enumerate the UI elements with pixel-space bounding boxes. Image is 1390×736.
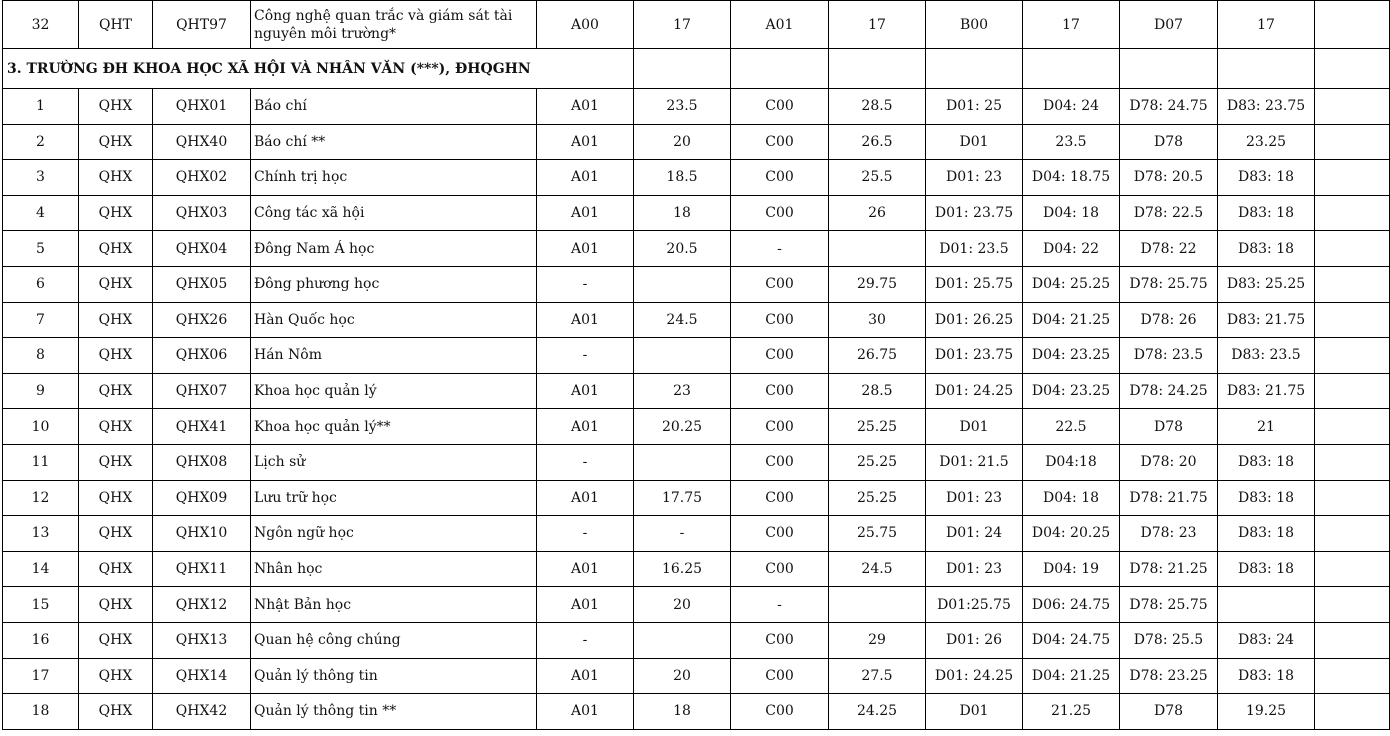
cell-score-3: D04: 25.25	[1023, 266, 1120, 302]
cell-major-name: Lưu trữ học	[251, 480, 537, 516]
table-row	[3, 409, 1390, 445]
cell-score-3: 17	[1023, 1, 1120, 49]
cell-empty	[1315, 373, 1390, 409]
cell-major-code: QHX04	[153, 231, 251, 267]
cell-block-3: D01: 25	[926, 89, 1023, 125]
cell-score-3: 22.5	[1023, 409, 1120, 445]
table-row	[3, 516, 1390, 552]
table-row	[3, 195, 1390, 231]
cell-major-name: Báo chí **	[251, 124, 537, 160]
cell-block-4: D78: 21.25	[1120, 551, 1218, 587]
cell-score-2: 25.5	[829, 160, 926, 196]
cell-school-code: QHX	[79, 231, 153, 267]
cell-score-1	[634, 266, 731, 302]
cell-block-1: A01	[537, 694, 634, 730]
cell-block-4: D07	[1120, 1, 1218, 49]
cell-block-1: -	[537, 266, 634, 302]
cell-empty	[1315, 480, 1390, 516]
cell-major-name: Quản lý thông tin **	[251, 694, 537, 730]
cell-score-2: 25.25	[829, 444, 926, 480]
cell-block-3: D01: 23.75	[926, 338, 1023, 374]
cell-stt: 4	[3, 195, 79, 231]
cell-block-3: D01: 25.75	[926, 266, 1023, 302]
cell-block-2: A01	[731, 1, 829, 49]
cell-empty	[1315, 160, 1390, 196]
cell-school-code: QHX	[79, 587, 153, 623]
cell-empty	[634, 49, 731, 89]
cell-empty	[926, 49, 1023, 89]
cell-stt: 32	[3, 1, 79, 49]
cell-block-3: D01:25.75	[926, 587, 1023, 623]
cell-major-code: QHX42	[153, 694, 251, 730]
cell-score-1: 20	[634, 658, 731, 694]
cell-stt: 7	[3, 302, 79, 338]
cell-block-1: A00	[537, 1, 634, 49]
cell-score-1: 20	[634, 124, 731, 160]
cell-score-2: 27.5	[829, 658, 926, 694]
cell-block-1: A01	[537, 480, 634, 516]
cell-score-4: 23.25	[1218, 124, 1315, 160]
cell-major-name: Công nghệ quan trắc và giám sát tài nguyên môi trường*	[251, 1, 537, 49]
cell-empty	[1315, 302, 1390, 338]
cell-score-3: D04: 24.75	[1023, 622, 1120, 658]
section-title: 3. TRƯỜNG ĐH KHOA HỌC XÃ HỘI VÀ NHÂN VĂN (***), ĐHQGHN	[3, 49, 634, 89]
cell-score-4: 17	[1218, 1, 1315, 49]
cell-block-3: D01: 23	[926, 480, 1023, 516]
cell-score-1: 18.5	[634, 160, 731, 196]
cell-block-4: D78: 24.75	[1120, 89, 1218, 125]
table-row	[3, 160, 1390, 196]
cell-block-3: D01: 24.25	[926, 373, 1023, 409]
cell-score-1: 23.5	[634, 89, 731, 125]
cell-major-code: QHX11	[153, 551, 251, 587]
cell-score-2: 17	[829, 1, 926, 49]
cell-block-1: A01	[537, 587, 634, 623]
cell-block-2: C00	[731, 444, 829, 480]
cell-score-2: 29	[829, 622, 926, 658]
cell-score-4: D83: 23.5	[1218, 338, 1315, 374]
cell-block-4: D78: 22	[1120, 231, 1218, 267]
cell-major-code: QHX40	[153, 124, 251, 160]
cell-empty	[1315, 516, 1390, 552]
cell-school-code: QHX	[79, 516, 153, 552]
cell-score-4: 21	[1218, 409, 1315, 445]
cell-block-1: A01	[537, 302, 634, 338]
table-row	[3, 480, 1390, 516]
cell-major-code: QHX13	[153, 622, 251, 658]
cell-major-code: QHX01	[153, 89, 251, 125]
cell-stt: 9	[3, 373, 79, 409]
cell-block-1: A01	[537, 231, 634, 267]
table-row	[3, 231, 1390, 267]
cell-empty	[1218, 49, 1315, 89]
cell-score-1: 18	[634, 694, 731, 730]
cell-block-2: C00	[731, 409, 829, 445]
cell-score-3: D04: 23.25	[1023, 338, 1120, 374]
cell-score-4: D83: 21.75	[1218, 302, 1315, 338]
cell-score-4: D83: 24	[1218, 622, 1315, 658]
cell-stt: 8	[3, 338, 79, 374]
cell-score-2: 25.75	[829, 516, 926, 552]
cell-block-1: A01	[537, 195, 634, 231]
cell-score-3: D04: 24	[1023, 89, 1120, 125]
cell-stt: 13	[3, 516, 79, 552]
cell-stt: 3	[3, 160, 79, 196]
cell-block-3: D01: 26	[926, 622, 1023, 658]
cell-stt: 12	[3, 480, 79, 516]
cell-score-2: 24.5	[829, 551, 926, 587]
cell-major-name: Đông phương học	[251, 266, 537, 302]
cell-major-name: Nhân học	[251, 551, 537, 587]
table-row	[3, 124, 1390, 160]
cell-stt: 14	[3, 551, 79, 587]
cell-stt: 18	[3, 694, 79, 730]
cell-score-3: D04: 18	[1023, 195, 1120, 231]
cell-school-code: QHX	[79, 551, 153, 587]
cell-score-1: 23	[634, 373, 731, 409]
cell-school-code: QHT	[79, 1, 153, 49]
cell-block-4: D78: 20.5	[1120, 160, 1218, 196]
cell-score-3: D04: 23.25	[1023, 373, 1120, 409]
cell-major-name: Khoa học quản lý	[251, 373, 537, 409]
cell-block-1: -	[537, 622, 634, 658]
cell-score-1: 24.5	[634, 302, 731, 338]
cell-block-3: B00	[926, 1, 1023, 49]
cell-stt: 15	[3, 587, 79, 623]
admission-scores-table	[2, 0, 1390, 730]
cell-major-name: Quản lý thông tin	[251, 658, 537, 694]
cell-stt: 10	[3, 409, 79, 445]
cell-major-name: Khoa học quản lý**	[251, 409, 537, 445]
cell-empty	[1315, 338, 1390, 374]
table-row	[3, 302, 1390, 338]
cell-block-4: D78: 25.75	[1120, 266, 1218, 302]
cell-block-2: -	[731, 587, 829, 623]
cell-score-2: 28.5	[829, 373, 926, 409]
cell-school-code: QHX	[79, 373, 153, 409]
cell-school-code: QHX	[79, 266, 153, 302]
cell-empty	[1120, 49, 1218, 89]
cell-major-name: Công tác xã hội	[251, 195, 537, 231]
cell-score-2: 25.25	[829, 480, 926, 516]
cell-block-3: D01: 23	[926, 160, 1023, 196]
cell-stt: 16	[3, 622, 79, 658]
cell-score-1: 17.75	[634, 480, 731, 516]
cell-score-2: 25.25	[829, 409, 926, 445]
cell-block-3: D01: 24	[926, 516, 1023, 552]
cell-block-4: D78: 23.25	[1120, 658, 1218, 694]
cell-major-code: QHX12	[153, 587, 251, 623]
cell-block-4: D78: 23	[1120, 516, 1218, 552]
cell-block-2: C00	[731, 516, 829, 552]
cell-score-2	[829, 587, 926, 623]
cell-stt: 1	[3, 89, 79, 125]
cell-major-name: Nhật Bản học	[251, 587, 537, 623]
cell-block-3: D01: 21.5	[926, 444, 1023, 480]
cell-empty	[1315, 622, 1390, 658]
cell-score-3: D04: 19	[1023, 551, 1120, 587]
cell-block-4: D78: 23.5	[1120, 338, 1218, 374]
cell-empty	[1023, 49, 1120, 89]
cell-stt: 5	[3, 231, 79, 267]
cell-block-2: -	[731, 231, 829, 267]
cell-major-code: QHX09	[153, 480, 251, 516]
cell-block-4: D78: 21.75	[1120, 480, 1218, 516]
cell-major-code: QHX26	[153, 302, 251, 338]
cell-school-code: QHX	[79, 338, 153, 374]
cell-block-4: D78	[1120, 409, 1218, 445]
cell-score-2	[829, 231, 926, 267]
cell-score-1: 20.5	[634, 231, 731, 267]
cell-major-code: QHT97	[153, 1, 251, 49]
cell-school-code: QHX	[79, 622, 153, 658]
cell-empty	[1315, 49, 1390, 89]
table-row	[3, 338, 1390, 374]
cell-block-1: A01	[537, 373, 634, 409]
cell-score-3: D06: 24.75	[1023, 587, 1120, 623]
cell-school-code: QHX	[79, 195, 153, 231]
cell-block-1: A01	[537, 551, 634, 587]
cell-school-code: QHX	[79, 480, 153, 516]
cell-major-name: Báo chí	[251, 89, 537, 125]
cell-score-2: 29.75	[829, 266, 926, 302]
cell-empty	[829, 49, 926, 89]
cell-school-code: QHX	[79, 409, 153, 445]
cell-major-code: QHX07	[153, 373, 251, 409]
cell-block-1: A01	[537, 89, 634, 125]
cell-stt: 11	[3, 444, 79, 480]
cell-score-2: 26	[829, 195, 926, 231]
table-row	[3, 587, 1390, 623]
cell-stt: 6	[3, 266, 79, 302]
section-header-row	[3, 49, 1390, 89]
cell-major-name: Chính trị học	[251, 160, 537, 196]
cell-score-1	[634, 444, 731, 480]
table-body	[3, 1, 1390, 730]
cell-major-name: Quan hệ công chúng	[251, 622, 537, 658]
cell-empty	[1315, 694, 1390, 730]
cell-score-4: D83: 25.25	[1218, 266, 1315, 302]
cell-score-1: 20	[634, 587, 731, 623]
cell-score-4: D83: 23.75	[1218, 89, 1315, 125]
cell-score-1	[634, 338, 731, 374]
table-row	[3, 89, 1390, 125]
cell-score-3: 21.25	[1023, 694, 1120, 730]
cell-score-1	[634, 622, 731, 658]
cell-major-name: Ngôn ngữ học	[251, 516, 537, 552]
cell-empty	[1315, 1, 1390, 49]
cell-block-2: C00	[731, 89, 829, 125]
cell-score-4: 19.25	[1218, 694, 1315, 730]
cell-major-code: QHX05	[153, 266, 251, 302]
cell-block-3: D01	[926, 124, 1023, 160]
cell-block-3: D01: 23.5	[926, 231, 1023, 267]
cell-score-2: 26.5	[829, 124, 926, 160]
cell-school-code: QHX	[79, 302, 153, 338]
cell-score-3: D04: 21.25	[1023, 302, 1120, 338]
cell-major-name: Hán Nôm	[251, 338, 537, 374]
cell-score-4: D83: 18	[1218, 160, 1315, 196]
cell-block-3: D01	[926, 694, 1023, 730]
cell-empty	[1315, 658, 1390, 694]
cell-score-3: D04:18	[1023, 444, 1120, 480]
cell-block-4: D78: 25.75	[1120, 587, 1218, 623]
cell-block-3: D01: 23	[926, 551, 1023, 587]
cell-score-1: 16.25	[634, 551, 731, 587]
cell-block-2: C00	[731, 338, 829, 374]
cell-major-name: Đông Nam Á học	[251, 231, 537, 267]
cell-block-4: D78: 20	[1120, 444, 1218, 480]
cell-block-3: D01: 24.25	[926, 658, 1023, 694]
cell-block-2: C00	[731, 266, 829, 302]
cell-block-2: C00	[731, 373, 829, 409]
cell-block-3: D01: 26.25	[926, 302, 1023, 338]
cell-block-2: C00	[731, 160, 829, 196]
cell-empty	[1315, 409, 1390, 445]
cell-empty	[731, 49, 829, 89]
cell-block-1: A01	[537, 160, 634, 196]
cell-block-2: C00	[731, 694, 829, 730]
cell-empty	[1315, 231, 1390, 267]
cell-empty	[1315, 195, 1390, 231]
table-row	[3, 373, 1390, 409]
cell-block-4: D78: 25.5	[1120, 622, 1218, 658]
cell-major-code: QHX03	[153, 195, 251, 231]
cell-major-name: Hàn Quốc học	[251, 302, 537, 338]
cell-block-2: C00	[731, 124, 829, 160]
cell-major-name: Lịch sử	[251, 444, 537, 480]
cell-block-4: D78	[1120, 124, 1218, 160]
cell-stt: 2	[3, 124, 79, 160]
table-row	[3, 551, 1390, 587]
cell-score-4: D83: 18	[1218, 516, 1315, 552]
cell-school-code: QHX	[79, 444, 153, 480]
cell-block-2: C00	[731, 480, 829, 516]
cell-block-1: -	[537, 444, 634, 480]
cell-score-4	[1218, 587, 1315, 623]
cell-score-4: D83: 18	[1218, 658, 1315, 694]
cell-score-1: -	[634, 516, 731, 552]
cell-score-2: 26.75	[829, 338, 926, 374]
cell-empty	[1315, 444, 1390, 480]
table-row	[3, 622, 1390, 658]
cell-block-2: C00	[731, 551, 829, 587]
cell-block-4: D78: 22.5	[1120, 195, 1218, 231]
table-row	[3, 444, 1390, 480]
table-row	[3, 1, 1390, 49]
cell-score-1: 17	[634, 1, 731, 49]
cell-block-1: A01	[537, 658, 634, 694]
cell-empty	[1315, 266, 1390, 302]
cell-block-2: C00	[731, 622, 829, 658]
cell-school-code: QHX	[79, 89, 153, 125]
cell-block-4: D78	[1120, 694, 1218, 730]
cell-score-3: D04: 18.75	[1023, 160, 1120, 196]
cell-score-2: 24.25	[829, 694, 926, 730]
cell-block-2: C00	[731, 195, 829, 231]
cell-empty	[1315, 124, 1390, 160]
table-row	[3, 658, 1390, 694]
cell-score-1: 20.25	[634, 409, 731, 445]
cell-school-code: QHX	[79, 124, 153, 160]
cell-score-2: 30	[829, 302, 926, 338]
cell-major-code: QHX41	[153, 409, 251, 445]
cell-score-1: 18	[634, 195, 731, 231]
cell-block-3: D01	[926, 409, 1023, 445]
cell-score-4: D83: 18	[1218, 195, 1315, 231]
cell-score-4: D83: 18	[1218, 231, 1315, 267]
cell-empty	[1315, 89, 1390, 125]
cell-block-1: -	[537, 338, 634, 374]
cell-score-4: D83: 21.75	[1218, 373, 1315, 409]
cell-empty	[1315, 587, 1390, 623]
cell-score-4: D83: 18	[1218, 480, 1315, 516]
cell-block-2: C00	[731, 302, 829, 338]
cell-major-code: QHX10	[153, 516, 251, 552]
cell-major-code: QHX02	[153, 160, 251, 196]
cell-score-3: D04: 18	[1023, 480, 1120, 516]
cell-block-1: A01	[537, 124, 634, 160]
cell-major-code: QHX08	[153, 444, 251, 480]
cell-block-1: A01	[537, 409, 634, 445]
cell-score-2: 28.5	[829, 89, 926, 125]
cell-block-1: -	[537, 516, 634, 552]
cell-score-4: D83: 18	[1218, 551, 1315, 587]
cell-major-code: QHX14	[153, 658, 251, 694]
cell-block-3: D01: 23.75	[926, 195, 1023, 231]
cell-score-3: D04: 20.25	[1023, 516, 1120, 552]
cell-score-4: D83: 18	[1218, 444, 1315, 480]
cell-score-3: 23.5	[1023, 124, 1120, 160]
cell-major-code: QHX06	[153, 338, 251, 374]
cell-stt: 17	[3, 658, 79, 694]
cell-block-2: C00	[731, 658, 829, 694]
cell-school-code: QHX	[79, 658, 153, 694]
cell-block-4: D78: 26	[1120, 302, 1218, 338]
cell-empty	[1315, 551, 1390, 587]
cell-score-3: D04: 21.25	[1023, 658, 1120, 694]
cell-school-code: QHX	[79, 160, 153, 196]
cell-school-code: QHX	[79, 694, 153, 730]
cell-score-3: D04: 22	[1023, 231, 1120, 267]
table-row	[3, 266, 1390, 302]
cell-block-4: D78: 24.25	[1120, 373, 1218, 409]
table-row	[3, 694, 1390, 730]
